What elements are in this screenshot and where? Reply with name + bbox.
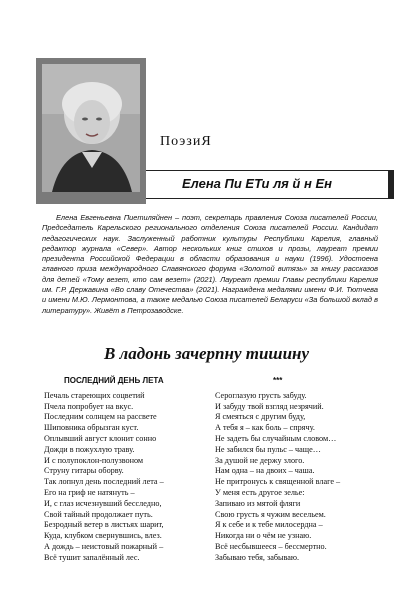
author-bio: Елена Евгеньевна Пиетиляйнен – поэт, секретарь правления Союза писателей России, Председатель Карельского регионального отделения Союза писателей России. Кандидат педагогических наук. Заслуженный работник культуры Республики Карелия, главный редактор журнала «Север». Автор нескольких книг стихов и прозы, лауреат премии президента Российской Федерации в области образования и науки (1996). Удостоена главного приза международного Славянского форума «Золотой витязь» за книгу рассказов для детей «Тому везет, кто сам везет» (2021). Лауреат премии Главы республики Карелия им. Г.Р. Державина «Во славу Отечества» (2021). Награждена медалями имени Ф.И. Тютчева и имени М.Ю. Лермонтова, а также медалью Союза писателей Беларуси «За большой вклад в литературу». Живёт в Петрозаводске. xyxy=(42,213,378,315)
poem-title: *** xyxy=(273,376,283,385)
poem-line: Струну гитары оборву. xyxy=(44,466,124,476)
poem-line: Так лопнул день последний лета – xyxy=(44,477,164,487)
poem-line: Безродный ветер в листьях шарит, xyxy=(44,520,164,530)
poem-line: Оплывший август клонит сонно xyxy=(44,433,157,443)
poem-line: Не забился бы пульс – чаще… xyxy=(215,444,321,454)
poem-line: Сероглазую грусть забуду. xyxy=(215,390,307,400)
poem-right xyxy=(215,376,395,564)
header-rule-bottom xyxy=(146,198,394,199)
author-name: Елена Пи ЕТи ля й н Ен xyxy=(182,176,332,191)
poem-line: Не притронусь к священной влаге – xyxy=(215,477,341,487)
poem-line: Пчела попробует на вкус. xyxy=(44,401,134,411)
poem-line: Запиваю из мятой фляги xyxy=(215,498,301,508)
poem-line: Не задеть бы случайным словом… xyxy=(215,433,337,443)
author-photo xyxy=(42,64,140,192)
poem-line: Никогда ни о чём не узнаю. xyxy=(215,531,312,541)
poem-line: Свой тайный продолжает путь. xyxy=(44,509,153,519)
poem-line: Шиповника обрызган куст. xyxy=(44,423,139,433)
poem-left xyxy=(44,376,224,564)
poem-line: Свою грусть я чужим весельем. xyxy=(215,509,326,519)
poem-line: Нам одна – на двоих – чаша. xyxy=(215,466,315,476)
poem-line: Я к себе и к тебе милосердна – xyxy=(215,520,323,530)
poem-line: Дожди в пожухлую траву. xyxy=(44,444,135,454)
poem-line: Куда, клубком свернувшись, влез. xyxy=(44,531,162,541)
poem-line: Его на гриф не натянуть – xyxy=(44,487,135,497)
portrait-image xyxy=(42,64,140,192)
poem-line: Всё тушит запалённый лес. xyxy=(44,552,140,562)
poem-line: Я смеяться с другим буду, xyxy=(215,412,306,422)
poem-line: И забуду твой взгляд незрячий. xyxy=(215,401,324,411)
collection-title: В ладонь зачерпну тишину xyxy=(103,344,310,363)
poem-title: ПОСЛЕДНИЙ ДЕНЬ ЛЕТА xyxy=(64,376,164,385)
poem-line: А тебя я – как боль – спрячу. xyxy=(215,423,315,433)
poem-line: Забываю тебя, забываю. xyxy=(215,552,300,562)
poem-line: Печаль стареющих соцветий xyxy=(44,390,145,400)
poem-line: Последним солнцем на рассвете xyxy=(44,412,157,422)
section-title: ПоэзиЯ xyxy=(160,134,212,149)
poem-line: Всё несбывшееся – бессмертно. xyxy=(215,541,327,551)
poem-line: И с полупоклон-полузвоном xyxy=(44,455,144,465)
poem-line: У меня есть другое зелье: xyxy=(215,487,305,497)
poem-line: И, с глаз исчезнувший бесследно, xyxy=(44,498,162,508)
poem-line: За душой не держу злого. xyxy=(215,455,305,465)
poem-line: А дождь – неистовый пожарный – xyxy=(44,541,164,551)
author-photo-frame xyxy=(36,58,146,204)
